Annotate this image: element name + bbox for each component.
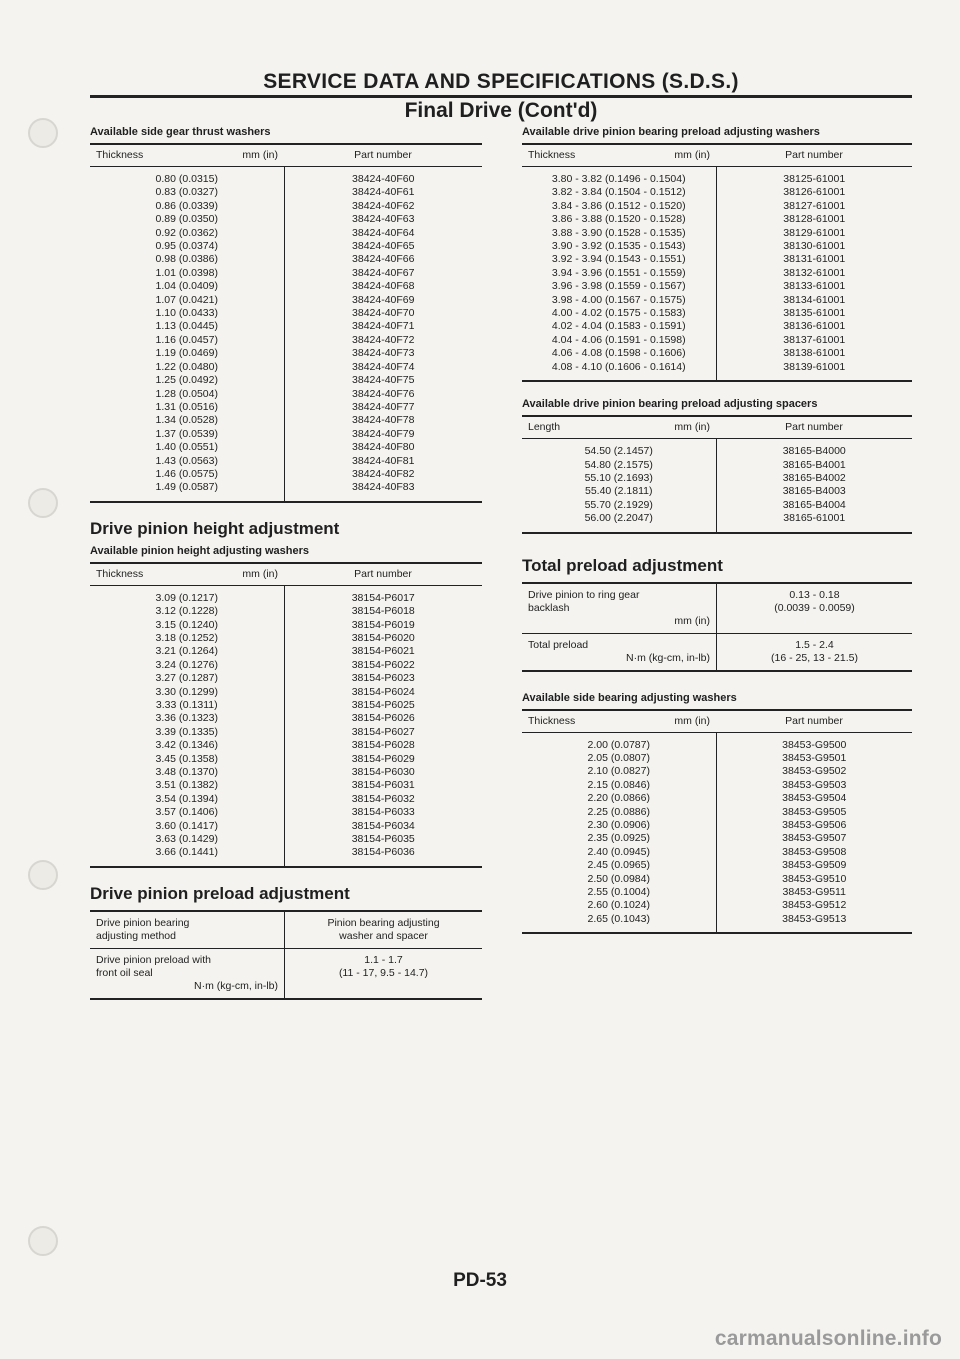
table-body: [90, 167, 482, 502]
table-row: [90, 619, 482, 632]
table-row: [90, 753, 482, 766]
table-row: [90, 605, 482, 618]
size-cell: 3.09 (0.1217): [90, 585, 284, 605]
part-number-cell: 38453-G9505: [782, 805, 847, 818]
spec-row: [90, 948, 482, 999]
table-row: [522, 167, 912, 187]
pinion-height-washers-table: [90, 562, 482, 868]
size-cell: 1.25 (0.0492): [90, 374, 284, 387]
table-row: [90, 455, 482, 468]
total-preload-table: [522, 582, 912, 672]
size-cell: 2.00 (0.0787): [522, 732, 716, 752]
part-number-cell: 38424-40F80: [352, 441, 415, 454]
size-cell: 3.84 - 3.86 (0.1512 - 0.1520): [522, 200, 716, 213]
table-row: [90, 374, 482, 387]
part-number-cell: 38424-40F72: [352, 333, 415, 346]
page-header: [90, 70, 912, 123]
table-row: [522, 294, 912, 307]
size-cell: 2.60 (0.1024): [522, 899, 716, 912]
total-preload-heading: Total preload adjustment: [522, 555, 723, 575]
part-number-cell: 38154-P6030: [351, 766, 415, 779]
side-bearing-washers-label: Available side bearing adjusting washers: [522, 691, 737, 704]
part-number-cell: 38154-P6033: [351, 806, 415, 819]
size-cell: 3.80 - 3.82 (0.1496 - 0.1504): [522, 167, 716, 187]
table-row: [522, 859, 912, 872]
part-number-cell: 38133-61001: [783, 280, 846, 293]
part-number-cell: 38128-61001: [783, 213, 846, 226]
part-number-cell: 38453-G9508: [782, 845, 847, 858]
spec-value: 1.1 - 1.7 (11 - 17, 9.5 - 14.7): [285, 948, 483, 999]
size-cell: 1.01 (0.0398): [90, 267, 284, 280]
size-cell: 3.27 (0.1287): [90, 672, 284, 685]
table-row: [522, 499, 912, 512]
binder-hole: [28, 488, 58, 518]
size-cell: 1.28 (0.0504): [90, 388, 284, 401]
size-cell: 1.43 (0.0563): [90, 455, 284, 468]
size-cell: 2.20 (0.0866): [522, 792, 716, 805]
size-cell: 0.83 (0.0327): [90, 186, 284, 199]
table-row: [90, 659, 482, 672]
part-number-cell: 38154-P6022: [351, 658, 415, 671]
spec-row: [522, 633, 912, 671]
part-number-cell: 38424-40F83: [284, 481, 482, 501]
table-row: [522, 459, 912, 472]
table-row: [90, 672, 482, 685]
part-number-cell: 38453-G9510: [782, 872, 847, 885]
table-row: [90, 468, 482, 481]
part-number-cell: 38154-P6034: [351, 819, 415, 832]
size-cell: 3.45 (0.1358): [90, 753, 284, 766]
size-cell: 4.04 - 4.06 (0.1591 - 0.1598): [522, 334, 716, 347]
size-cell: 4.00 - 4.02 (0.1575 - 0.1583): [522, 307, 716, 320]
size-cell: 0.92 (0.0362): [90, 227, 284, 240]
spec-key: Total preload N·m (kg-cm, in-lb): [522, 633, 717, 671]
table-row: [90, 267, 482, 280]
pinion-preload-table: [90, 910, 482, 1000]
page-title: SERVICE DATA AND SPECIFICATIONS (S.D.S.): [263, 70, 739, 93]
part-number-cell: 38138-61001: [783, 347, 846, 360]
part-number-cell: 38453-G9507: [782, 832, 847, 845]
table-row: [90, 240, 482, 253]
size-cell: 3.54 (0.1394): [90, 793, 284, 806]
part-number-cell: 38424-40F73: [352, 347, 415, 360]
left-column: [90, 122, 482, 1000]
bearing-preload-washers-table: [522, 143, 912, 382]
table-row: [522, 439, 912, 459]
part-number-cell: 38453-G9509: [782, 859, 847, 872]
part-number-cell: 38154-P6031: [351, 779, 415, 792]
part-number-cell: 38424-40F62: [352, 199, 415, 212]
table-body: [522, 167, 912, 382]
size-cell: 0.89 (0.0350): [90, 213, 284, 226]
table-row: [522, 512, 912, 532]
part-number-cell: 38154-P6036: [284, 846, 482, 866]
size-cell: 3.96 - 3.98 (0.1559 - 0.1567): [522, 280, 716, 293]
part-number-cell: 38154-P6032: [351, 792, 415, 805]
table-row: [90, 726, 482, 739]
size-cell: 1.07 (0.0421): [90, 294, 284, 307]
size-cell: 2.40 (0.0945): [522, 846, 716, 859]
table-row: [522, 280, 912, 293]
part-number-cell: 38424-40F78: [352, 414, 415, 427]
bearing-preload-spacers-table: [522, 415, 912, 533]
part-number-cell: 38424-40F67: [352, 266, 415, 279]
part-number-cell: 38424-40F61: [352, 186, 415, 199]
table-row: [522, 765, 912, 778]
part-number-cell: 38131-61001: [783, 253, 846, 266]
size-cell: 3.90 - 3.92 (0.1535 - 0.1543): [522, 240, 716, 253]
part-number-cell: 38424-40F60: [352, 173, 415, 185]
table-row: [90, 253, 482, 266]
column-header-length: Length mm (in): [522, 416, 716, 439]
table-row: [522, 320, 912, 333]
size-cell: 3.51 (0.1382): [90, 779, 284, 792]
table-row: [90, 294, 482, 307]
unit-label: mm (in): [674, 614, 710, 627]
part-number-cell: 38453-G9512: [782, 899, 847, 912]
size-cell: 3.92 - 3.94 (0.1543 - 0.1551): [522, 253, 716, 266]
part-number-cell: 38453-G9500: [782, 738, 847, 751]
size-cell: 55.40 (2.1811): [522, 485, 716, 498]
part-number-cell: 38154-P6021: [351, 645, 415, 658]
table-row: [90, 806, 482, 819]
part-number-cell: 38424-40F76: [352, 387, 415, 400]
size-cell: 3.60 (0.1417): [90, 820, 284, 833]
table-row: [90, 280, 482, 293]
table-row: [90, 307, 482, 320]
column-header-thickness: Thickness mm (in): [90, 563, 284, 586]
spec-value: 0.13 - 0.18 (0.0039 - 0.0059): [717, 583, 913, 634]
part-number-cell: 38424-40F77: [352, 400, 415, 413]
spec-value: Pinion bearing adjusting washer and spacer: [285, 911, 483, 949]
part-number-cell: 38424-40F63: [352, 213, 415, 226]
size-cell: 1.37 (0.0539): [90, 428, 284, 441]
size-cell: 0.86 (0.0339): [90, 200, 284, 213]
part-number-cell: 38424-40F71: [352, 320, 415, 333]
table-row: [522, 240, 912, 253]
column-header-part-number: Part number: [716, 710, 912, 733]
header-rule: [90, 95, 912, 98]
spec-key: Drive pinion to ring gear backlash mm (in): [522, 583, 717, 634]
table-row: [90, 481, 482, 501]
part-number-cell: 38132-61001: [783, 266, 846, 279]
table-row: [522, 186, 912, 199]
size-cell: 3.33 (0.1311): [90, 699, 284, 712]
size-cell: 3.12 (0.1228): [90, 605, 284, 618]
table-row: [90, 793, 482, 806]
part-number-cell: 38165-B4003: [782, 485, 846, 498]
unit-label: mm (in): [674, 149, 710, 161]
table-body: [522, 732, 912, 933]
unit-label: mm (in): [674, 714, 710, 727]
size-cell: 1.10 (0.0433): [90, 307, 284, 320]
table-row: [90, 820, 482, 833]
part-number-cell: 38165-61001: [716, 512, 912, 532]
binder-hole: [28, 1226, 58, 1256]
table-row: [522, 213, 912, 226]
table-row: [522, 792, 912, 805]
size-cell: 4.02 - 4.04 (0.1583 - 0.1591): [522, 320, 716, 333]
part-number-cell: 38137-61001: [783, 333, 846, 346]
part-number-cell: 38125-61001: [783, 173, 846, 185]
table-row: [522, 873, 912, 886]
size-cell: 3.30 (0.1299): [90, 686, 284, 699]
table-row: [522, 472, 912, 485]
side-bearing-washers-table: [522, 709, 912, 935]
table-row: [90, 401, 482, 414]
side-gear-washers-table: [90, 143, 482, 503]
pinion-height-label: Available pinion height adjusting washers: [90, 544, 310, 557]
unit-label: N·m (kg-cm, in-lb): [626, 651, 710, 664]
part-number-cell: 38139-61001: [716, 361, 912, 381]
binder-hole: [28, 860, 58, 890]
table-row: [90, 712, 482, 725]
table-row: [522, 806, 912, 819]
part-number-cell: 38453-G9511: [782, 886, 846, 898]
table-row: [522, 913, 912, 933]
table-row: [522, 347, 912, 360]
part-number-cell: 38154-P6029: [351, 752, 415, 765]
spec-key: Drive pinion bearing adjusting method: [90, 911, 285, 949]
size-cell: 1.22 (0.0480): [90, 361, 284, 374]
binder-hole: [28, 118, 58, 148]
table-row: [90, 833, 482, 846]
table-row: [522, 752, 912, 765]
size-cell: 0.80 (0.0315): [90, 167, 284, 187]
part-number-cell: 38154-P6026: [351, 712, 415, 725]
page-number: PD-53: [453, 1270, 507, 1291]
table-row: [90, 585, 482, 605]
spec-value: 1.5 - 2.4 (16 - 25, 13 - 21.5): [717, 633, 913, 671]
size-cell: 3.18 (0.1252): [90, 632, 284, 645]
table-row: [522, 334, 912, 347]
table-row: [90, 347, 482, 360]
column-header-part-number: Part number: [716, 416, 912, 439]
part-number-cell: 38453-G9502: [782, 765, 847, 778]
right-column: [522, 122, 912, 934]
part-number-cell: 38453-G9503: [782, 778, 847, 791]
part-number-cell: 38424-40F82: [352, 467, 415, 480]
part-number-cell: 38154-P6020: [351, 631, 415, 644]
table-row: [90, 645, 482, 658]
page-subtitle: Final Drive (Cont'd): [404, 99, 598, 122]
pinion-preload-heading: Drive pinion preload adjustment: [90, 883, 350, 903]
unit-label: mm (in): [242, 149, 278, 161]
table-row: [90, 320, 482, 333]
part-number-cell: 38136-61001: [783, 320, 846, 333]
size-cell: 3.42 (0.1346): [90, 739, 284, 752]
part-number-cell: 38134-61001: [783, 293, 846, 306]
part-number-cell: 38154-P6027: [351, 725, 415, 738]
table-body: [522, 439, 912, 533]
size-cell: 3.21 (0.1264): [90, 645, 284, 658]
size-cell: 2.45 (0.0965): [522, 859, 716, 872]
bearing-washers-label: Available drive pinion bearing preload adjusting washers: [522, 126, 820, 138]
part-number-cell: 38154-P6025: [351, 699, 415, 711]
size-cell: 54.50 (2.1457): [522, 439, 716, 459]
part-number-cell: 38424-40F66: [352, 253, 415, 266]
size-cell: 3.36 (0.1323): [90, 712, 284, 725]
size-cell: 1.13 (0.0445): [90, 320, 284, 333]
size-cell: 0.98 (0.0386): [90, 253, 284, 266]
part-number-cell: 38165-B4000: [782, 445, 846, 458]
spec-key: Drive pinion preload with front oil seal N·m (kg-cm, in-lb): [90, 948, 285, 999]
side-gear-washers-label: Available side gear thrust washers: [90, 126, 271, 138]
size-cell: 2.10 (0.0827): [522, 765, 716, 778]
part-number-cell: 38453-G9501: [782, 751, 847, 764]
size-cell: 0.95 (0.0374): [90, 240, 284, 253]
part-number-cell: 38129-61001: [783, 226, 846, 239]
table-row: [90, 779, 482, 792]
table-row: [522, 846, 912, 859]
size-cell: 2.35 (0.0925): [522, 832, 716, 845]
size-cell: 2.50 (0.0984): [522, 873, 716, 886]
part-number-cell: 38424-40F64: [352, 226, 415, 239]
size-cell: 55.10 (2.1693): [522, 472, 716, 485]
table-row: [90, 361, 482, 374]
size-cell: 2.30 (0.0906): [522, 819, 716, 832]
part-number-cell: 38154-P6023: [351, 672, 415, 685]
size-cell: 56.00 (2.2047): [522, 512, 716, 532]
table-row: [90, 766, 482, 779]
size-cell: 2.25 (0.0886): [522, 806, 716, 819]
pinion-height-heading: Drive pinion height adjustment: [90, 518, 340, 538]
size-cell: 3.57 (0.1406): [90, 806, 284, 819]
table-row: [90, 414, 482, 427]
size-cell: 3.15 (0.1240): [90, 619, 284, 632]
table-row: [522, 832, 912, 845]
part-number-cell: 38135-61001: [783, 307, 846, 320]
size-cell: 1.04 (0.0409): [90, 280, 284, 293]
column-header-part-number: Part number: [284, 563, 482, 586]
part-number-cell: 38424-40F70: [352, 307, 415, 320]
part-number-cell: 38165-B4004: [782, 498, 846, 511]
size-cell: 1.40 (0.0551): [90, 441, 284, 454]
table-row: [522, 227, 912, 240]
size-cell: 4.08 - 4.10 (0.1606 - 0.1614): [522, 361, 716, 381]
table-row: [90, 227, 482, 240]
column-header-part-number: Part number: [284, 144, 482, 167]
part-number-cell: 38165-B4002: [782, 471, 846, 484]
table-row: [90, 213, 482, 226]
size-cell: 1.16 (0.0457): [90, 334, 284, 347]
part-number-cell: 38154-P6019: [351, 618, 415, 631]
part-number-cell: 38126-61001: [783, 186, 846, 199]
table-row: [90, 428, 482, 441]
table-row: [522, 307, 912, 320]
table-row: [522, 485, 912, 498]
size-cell: 2.15 (0.0846): [522, 779, 716, 792]
table-body: [90, 585, 482, 867]
part-number-cell: 38424-40F75: [352, 374, 415, 387]
table-row: [90, 739, 482, 752]
part-number-cell: 38424-40F69: [352, 293, 415, 306]
size-cell: 1.31 (0.0516): [90, 401, 284, 414]
size-cell: 4.06 - 4.08 (0.1598 - 0.1606): [522, 347, 716, 360]
size-cell: 3.48 (0.1370): [90, 766, 284, 779]
part-number-cell: 38424-40F79: [352, 427, 415, 440]
size-cell: 1.34 (0.0528): [90, 414, 284, 427]
table-row: [90, 200, 482, 213]
size-cell: 55.70 (2.1929): [522, 499, 716, 512]
table-row: [90, 441, 482, 454]
table-row: [522, 779, 912, 792]
size-cell: 3.66 (0.1441): [90, 846, 284, 866]
table-row: [522, 267, 912, 280]
size-cell: 3.98 - 4.00 (0.1567 - 0.1575): [522, 294, 716, 307]
table-row: [90, 846, 482, 866]
table-row: [522, 361, 912, 381]
spec-row: [90, 911, 482, 949]
size-cell: 2.55 (0.1004): [522, 886, 716, 899]
unit-label: N·m (kg-cm, in-lb): [194, 979, 278, 992]
column-header-thickness: Thickness mm (in): [522, 144, 716, 167]
table-row: [90, 334, 482, 347]
part-number-cell: 38154-P6018: [351, 605, 415, 618]
part-number-cell: 38424-40F74: [352, 360, 415, 373]
table-row: [522, 899, 912, 912]
bearing-spacers-label: Available drive pinion bearing preload adjusting spacers: [522, 398, 818, 411]
size-cell: 3.94 - 3.96 (0.1551 - 0.1559): [522, 267, 716, 280]
table-row: [90, 686, 482, 699]
part-number-cell: 38424-40F81: [352, 454, 415, 467]
size-cell: 54.80 (2.1575): [522, 459, 716, 472]
table-row: [90, 167, 482, 187]
column-header-thickness: Thickness mm (in): [90, 144, 284, 167]
size-cell: 3.88 - 3.90 (0.1528 - 0.1535): [522, 227, 716, 240]
size-cell: 1.46 (0.0575): [90, 468, 284, 481]
table-row: [522, 200, 912, 213]
table-row: [522, 819, 912, 832]
part-number-cell: 38154-P6024: [351, 685, 415, 698]
table-row: [522, 253, 912, 266]
part-number-cell: 38130-61001: [783, 240, 846, 253]
size-cell: 3.63 (0.1429): [90, 833, 284, 846]
size-cell: 2.05 (0.0807): [522, 752, 716, 765]
part-number-cell: 38154-P6017: [351, 591, 415, 604]
table-row: [522, 886, 912, 899]
part-number-cell: 38453-G9506: [782, 818, 847, 831]
table-row: [90, 388, 482, 401]
part-number-cell: 38453-G9513: [716, 913, 912, 933]
part-number-cell: 38424-40F68: [352, 280, 415, 293]
size-cell: 3.82 - 3.84 (0.1504 - 0.1512): [522, 186, 716, 199]
unit-label: mm (in): [674, 421, 710, 434]
table-row: [522, 732, 912, 752]
size-cell: 3.24 (0.1276): [90, 659, 284, 672]
column-header-part-number: Part number: [716, 144, 912, 167]
unit-label: mm (in): [242, 567, 278, 580]
table-row: [90, 699, 482, 712]
part-number-cell: 38154-P6028: [351, 739, 415, 752]
part-number-cell: 38127-61001: [783, 199, 846, 212]
table-row: [90, 186, 482, 199]
spec-row: [522, 583, 912, 634]
part-number-cell: 38165-B4001: [782, 458, 846, 471]
size-cell: 2.65 (0.1043): [522, 913, 716, 933]
table-row: [90, 632, 482, 645]
size-cell: 1.19 (0.0469): [90, 347, 284, 360]
size-cell: 3.39 (0.1335): [90, 726, 284, 739]
size-cell: 3.86 - 3.88 (0.1520 - 0.1528): [522, 213, 716, 226]
column-header-thickness: Thickness mm (in): [522, 710, 716, 733]
part-number-cell: 38453-G9504: [782, 792, 847, 805]
watermark: carmanualsonline.info: [714, 1327, 942, 1350]
part-number-cell: 38154-P6035: [351, 833, 415, 846]
part-number-cell: 38424-40F65: [352, 240, 415, 253]
size-cell: 1.49 (0.0587): [90, 481, 284, 501]
